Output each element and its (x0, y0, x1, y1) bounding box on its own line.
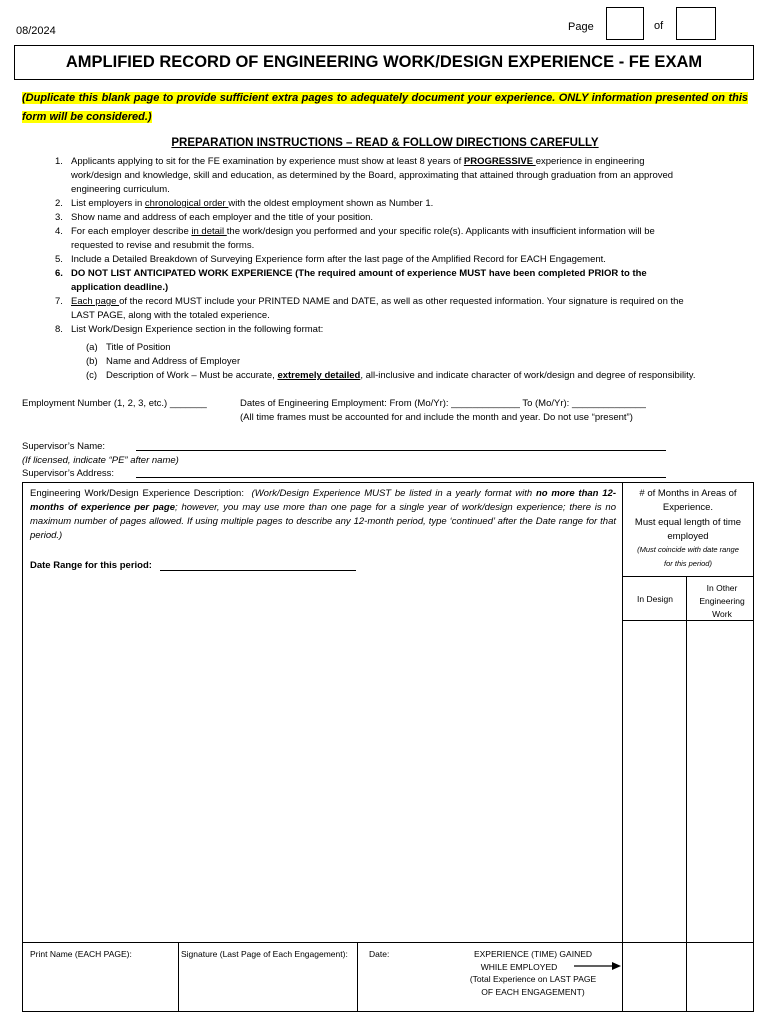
signature-input[interactable] (180, 964, 355, 1010)
instruction-item-2: 2. List employers in chronological order with the oldest employment shown as Number 1. (55, 198, 434, 209)
months-in-other-input[interactable] (688, 622, 752, 940)
supervisor-name-label: Supervisor’s Name: (22, 441, 106, 452)
subitem-c: (c) Description of Work – Must be accurate, extremely detailed, all-inclusive and indicate character of work/design and degree of responsibility. (86, 370, 696, 381)
supervisor-address-label: Supervisor’s Address: (22, 468, 115, 479)
employment-number-field[interactable]: Employment Number (1, 2, 3, etc.) _______ (22, 398, 207, 409)
of-label: of (654, 20, 664, 32)
design-other-divider (686, 576, 687, 942)
subitem-b: (b) Name and Address of Employer (86, 356, 241, 367)
instructions-heading: PREPARATION INSTRUCTIONS – READ & FOLLOW DIRECTIONS CAREFULLY (171, 137, 599, 149)
footer-divider-2 (357, 942, 358, 1012)
date-label: Date: (369, 949, 390, 959)
page-label: Page (568, 21, 594, 33)
instructions-list (55, 155, 695, 337)
signature-label: Signature (Last Page of Each Engagement): (181, 949, 348, 959)
form-date-code: 08/2024 (16, 25, 56, 37)
print-name-label: Print Name (EACH PAGE): (30, 949, 132, 959)
footer-top-line (22, 942, 754, 943)
total-other-months-input[interactable] (688, 944, 752, 1010)
dates-note: (All time frames must be accounted for and include the month and year. Do not use “present”) (240, 412, 633, 423)
months-subtitle: Must equal length of time employed (634, 517, 742, 542)
instruction-item-3: 3. Show name and address of each employer and the title of your position. (55, 212, 374, 223)
footer-divider-3 (686, 942, 687, 1012)
employment-dates-field[interactable]: Dates of Engineering Employment: From (Mo/Yr): _____________ To (Mo/Yr): ______________ (240, 398, 646, 409)
supervisor-license-note: (If licensed, indicate “PE” after name) (22, 455, 179, 466)
notice-text: (Duplicate this blank page to provide sufficient extra pages to adequately document your experience. ONLY information presented on this form will be considered.) (22, 92, 748, 123)
print-name-input[interactable] (24, 964, 176, 1010)
subitem-a: (a) Title of Position (86, 342, 171, 353)
footer-divider-1 (178, 942, 179, 1012)
instruction-item-1: 1. Applicants applying to sit for the FE examination by experience must show at least 8 years of PROGRESSIVE experience in engineering work/design and knowledge, skill and education, as determined by the Board, approximating that attained through graduation from an approved engineering curriculum. (55, 156, 674, 195)
experience-description-instructions: Engineering Work/Design Experience Description: (Work/Design Experience MUST be listed in a yearly format with no more than 12-months of experience per page; however, you may use more than one page for a single year of work/design experience; there is no maximum number of pages allowed. If using multiple pages to describe any 12-month period, type ‘continued’ after the Date range for that period.) (30, 488, 616, 541)
col-in-other-engineering: In Other Engineering Work (699, 583, 745, 619)
months-column-divider (622, 482, 623, 1012)
instruction-item-4: 4. For each employer describe in detail the work/design you performed and your specific role(s). Applicants with insufficient information will be requested to revise and resubmit the forms. (55, 226, 655, 251)
experience-gained-label: EXPERIENCE (TIME) GAINED WHILE EMPLOYED (Total Experience on LAST PAGE OF EACH ENGAGEMENT) (469, 949, 597, 997)
instruction-item-7: 7. Each page of the record MUST include your PRINTED NAME and DATE, as well as other requested information. Your signature is required on the LAST PAGE, along with the totaled experience. (55, 296, 684, 321)
months-in-design-input[interactable] (624, 622, 686, 940)
date-range-input[interactable] (160, 560, 356, 571)
total-design-months-input[interactable] (624, 944, 685, 1010)
months-note: (Must coincide with date range for this period) (637, 545, 739, 568)
months-columns-line (622, 620, 754, 621)
date-input[interactable] (398, 946, 446, 966)
page-title: AMPLIFIED RECORD OF ENGINEERING WORK/DESIGN EXPERIENCE - FE EXAM (65, 53, 703, 71)
months-title: # of Months in Areas of Experience. (639, 488, 737, 513)
col-in-design: In Design (637, 594, 673, 604)
months-header-line (622, 576, 754, 577)
title-box (14, 45, 754, 80)
instruction-item-8: 8. List Work/Design Experience section in the following format: (55, 324, 324, 335)
supervisor-name-input[interactable] (136, 440, 666, 451)
supervisor-address-input[interactable] (136, 467, 666, 478)
duplicate-notice (22, 89, 748, 127)
page-total-field[interactable] (676, 7, 716, 40)
date-range-label: Date Range for this period: (30, 560, 152, 571)
experience-description-area[interactable] (24, 590, 622, 940)
page-number-field[interactable] (606, 7, 644, 40)
format-subitems (86, 341, 766, 383)
right-arrow-icon (574, 960, 622, 972)
instruction-item-6: 6. DO NOT LIST ANTICIPATED WORK EXPERIENCE (The required amount of experience MUST have been completed PRIOR to the application deadline.) (55, 268, 647, 293)
instruction-item-5: 5. Include a Detailed Breakdown of Surveying Experience form after the last page of the Amplified Record for EACH Engagement. (55, 254, 606, 265)
